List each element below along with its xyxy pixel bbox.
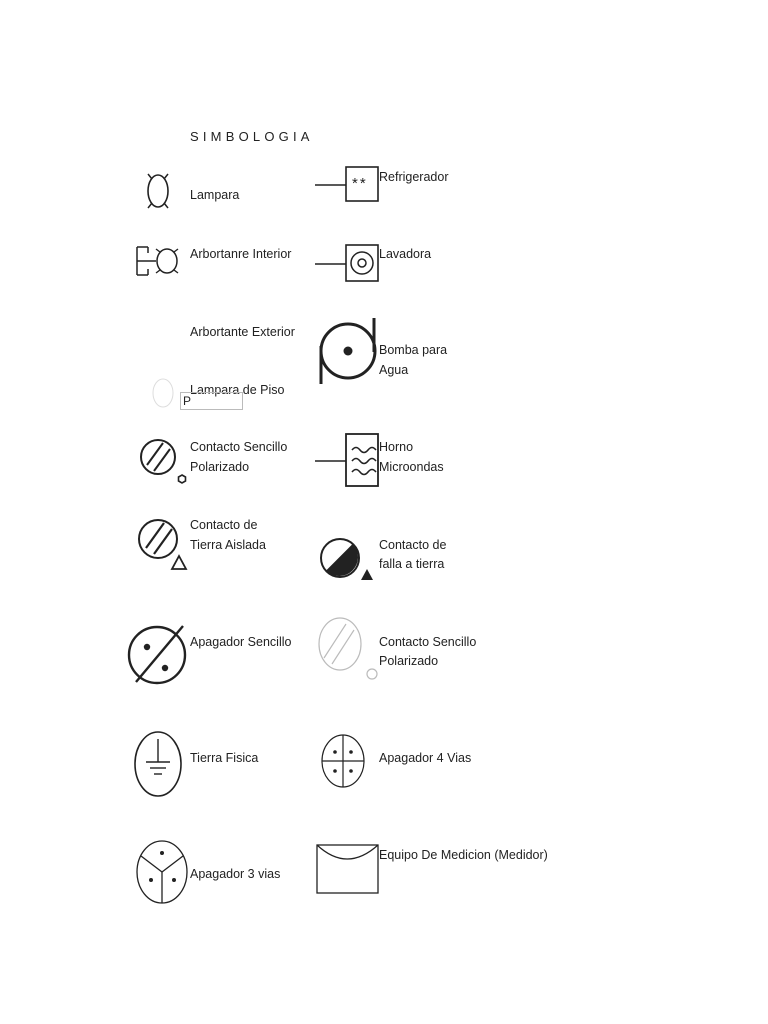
label-contacto-sencillo-2: Polarizado [190,460,250,474]
refrigerator-mark: ** [352,175,368,192]
label-tierra-fisica: Tierra Fisica [190,751,259,765]
label-lavadora: Lavadora [379,247,432,261]
label-arbortante-interior: Arbortanre Interior [190,247,292,261]
refrigerator-icon [314,165,384,205]
four-way-switch-icon [320,732,368,790]
gfci-outlet-icon [318,534,378,582]
label-lampara-piso: Lampara de Piso [190,383,285,397]
washer-icon [314,243,384,285]
label-apagador-sencillo: Apagador Sencillo [190,635,292,649]
label-medidor: Equipo De Medicion (Medidor) [379,848,548,862]
label-bomba-1: Bomba para [379,343,448,357]
ground-icon [133,730,185,798]
floor-lamp-box: P [180,392,243,410]
label-horno-1: Horno [379,440,414,454]
label-bomba-2: Agua [379,363,409,377]
label-refrigerador: Refrigerador [379,170,449,184]
isolated-ground-outlet-icon [136,516,192,572]
label-lampara: Lampara [190,188,240,202]
label-apagador-4-vias: Apagador 4 Vias [379,751,472,765]
polarized-outlet-icon [138,438,190,488]
label-contacto-tierra-1: Contacto de [190,518,258,532]
lamp-icon [140,168,180,218]
page-title: SIMBOLOGIA [190,129,314,144]
interior-wall-lamp-icon [134,244,184,278]
label-horno-2: Microondas [379,460,444,474]
three-way-switch-icon [135,838,191,906]
single-switch-icon [126,622,190,688]
label-falla-2: falla a tierra [379,557,445,571]
polarized-outlet-light-icon [316,616,382,682]
label-contacto-pol-2: Polarizado [379,654,439,668]
label-apagador-3-vias: Apagador 3 vias [190,867,281,881]
meter-icon [315,843,381,895]
water-pump-icon [316,316,380,388]
label-falla-1: Contacto de [379,538,447,552]
label-contacto-sencillo-1: Contacto Sencillo [190,440,288,454]
label-contacto-pol-1: Contacto Sencillo [379,635,477,649]
microwave-icon [314,432,384,490]
floor-lamp-icon [150,376,180,410]
label-contacto-tierra-2: Tierra Aislada [190,538,266,552]
label-arbortante-exterior: Arbortante Exterior [190,325,295,339]
